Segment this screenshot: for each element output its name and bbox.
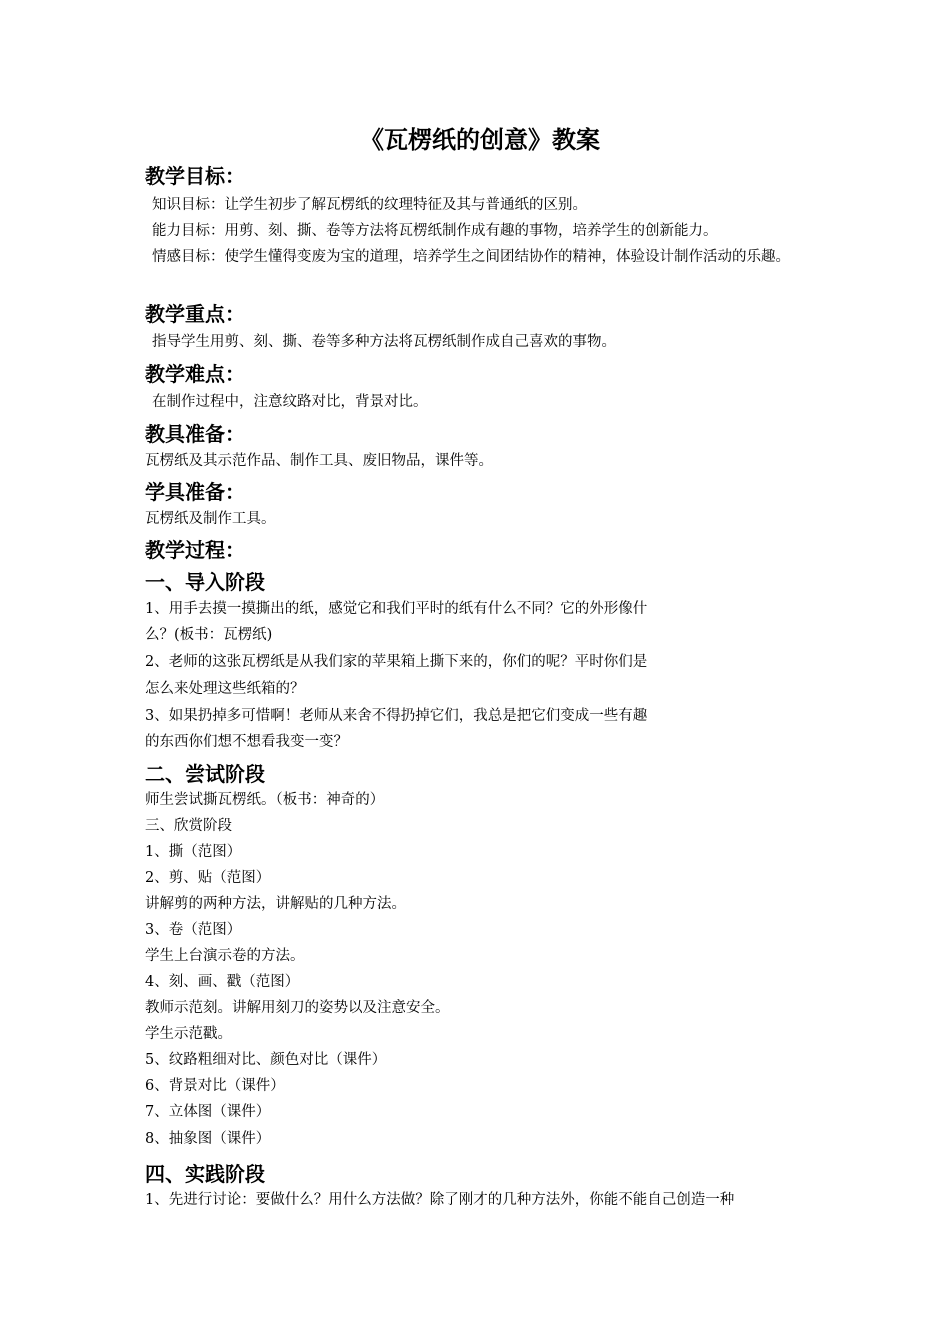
goal-knowledge: 知识目标：让学生初步了解瓦楞纸的纹理特征及其与普通纸的区别。 <box>152 197 587 213</box>
heading-stage4: 四、实践阶段 <box>145 1162 265 1186</box>
stage3-line: 2、剪、贴（范图） <box>145 870 271 886</box>
stage2-line: 师生尝试撕瓦楞纸。（板书：神奇的） <box>145 792 385 808</box>
stage3-line: 3、卷（范图） <box>145 922 242 938</box>
heading-student-tools: 学具准备： <box>145 480 245 504</box>
goal-ability: 能力目标：用剪、刻、撕、卷等方法将瓦楞纸制作成有趣的事物，培养学生的创新能力。 <box>152 223 718 239</box>
stage1-line: 2、老师的这张瓦楞纸是从我们家的苹果箱上撕下来的，你们的呢？平时你们是 <box>145 654 648 670</box>
stage1-line: 么？(板书：瓦楞纸) <box>145 627 273 643</box>
stage3-line: 4、刻、画、戳（范图） <box>145 974 300 990</box>
stage1-line: 1、用手去摸一摸撕出的纸，感觉它和我们平时的纸有什么不同？它的外形像什 <box>145 601 648 617</box>
key-text: 指导学生用剪、刻、撕、卷等多种方法将瓦楞纸制作成自己喜欢的事物。 <box>152 334 616 350</box>
stage4-line: 1、先进行讨论：要做什么？用什么方法做？除了刚才的几种方法外，你能不能自己创造一种 <box>145 1192 735 1208</box>
teacher-tools-text: 瓦楞纸及其示范作品、制作工具、废旧物品，课件等。 <box>145 453 493 469</box>
heading-difficult: 教学难点： <box>145 362 245 386</box>
stage3-line: 8、抽象图（课件） <box>145 1131 271 1147</box>
stage3-line: 学生上台演示卷的方法。 <box>145 948 305 964</box>
stage3-line: 7、立体图（课件） <box>145 1104 271 1120</box>
document-title: 《瓦楞纸的创意》教案 <box>360 126 600 154</box>
student-tools-text: 瓦楞纸及制作工具。 <box>145 511 276 527</box>
stage3-heading: 三、欣赏阶段 <box>145 818 232 834</box>
goal-emotion: 情感目标：使学生懂得变废为宝的道理，培养学生之间团结协作的精神，体验设计制作活动的乐趣。 <box>152 249 790 265</box>
stage3-line: 5、纹路粗细对比、颜色对比（课件） <box>145 1052 387 1068</box>
stage1-line: 怎么来处理这些纸箱的？ <box>145 681 305 697</box>
heading-key: 教学重点： <box>145 302 245 326</box>
stage3-line: 学生示范戳。 <box>145 1026 232 1042</box>
stage3-line: 6、背景对比（课件） <box>145 1078 285 1094</box>
heading-process: 教学过程： <box>145 538 245 562</box>
stage3-line: 讲解剪的两种方法，讲解贴的几种方法。 <box>145 896 406 912</box>
heading-stage2: 二、尝试阶段 <box>145 762 265 786</box>
stage3-line: 教师示范刻。讲解用刻刀的姿势以及注意安全。 <box>145 1000 450 1016</box>
heading-goals: 教学目标： <box>145 164 245 188</box>
stage1-line: 的东西你们想不想看我变一变？ <box>145 734 348 750</box>
difficult-text: 在制作过程中，注意纹路对比，背景对比。 <box>152 394 428 410</box>
stage3-line: 1、撕（范图） <box>145 844 242 860</box>
heading-teacher-tools: 教具准备： <box>145 422 245 446</box>
stage1-line: 3、如果扔掉多可惜啊！老师从来舍不得扔掉它们，我总是把它们变成一些有趣 <box>145 708 648 724</box>
heading-stage1: 一、导入阶段 <box>145 570 265 594</box>
